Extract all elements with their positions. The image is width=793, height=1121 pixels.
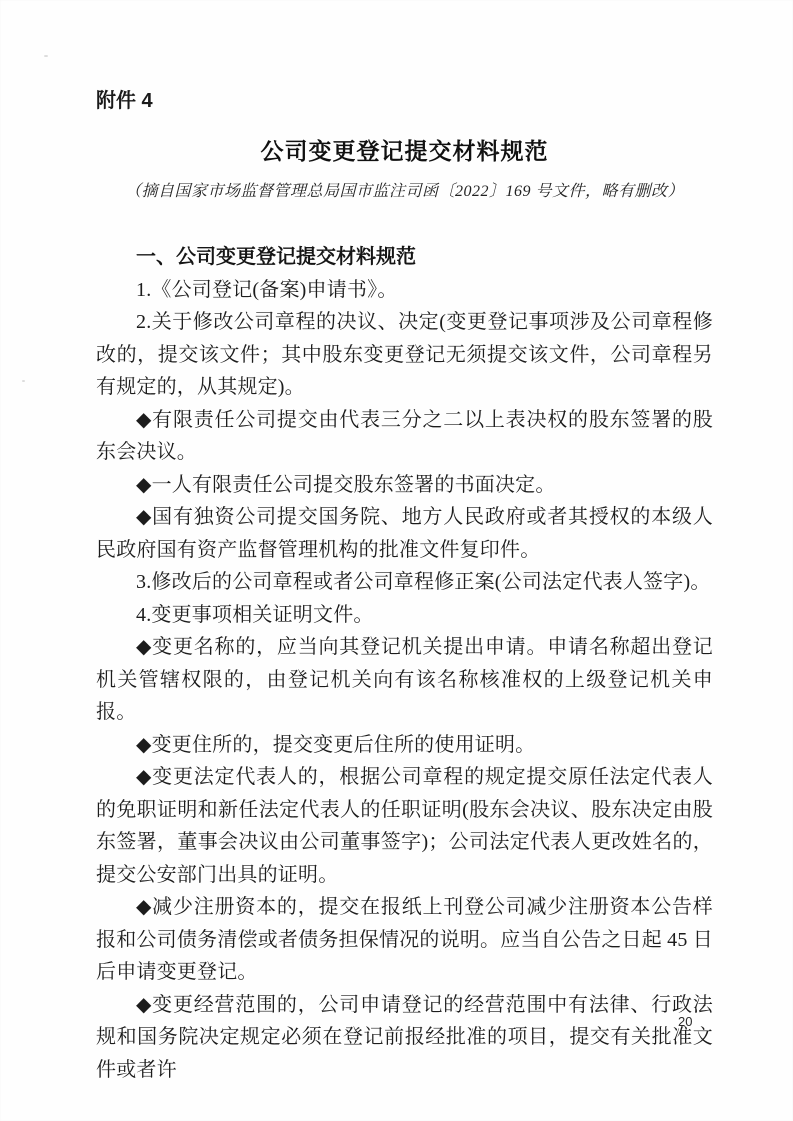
- page-number: 20: [678, 1014, 693, 1029]
- paragraph-item-2: 2.关于修改公司章程的决议、决定(变更登记事项涉及公司章程修改的，提交该文件；其中股东变更登记无须提交该文件，公司章程另有规定的，从其规定)。: [96, 311, 713, 399]
- document-subtitle: （摘自国家市场监督管理总局国市监注司函〔2022〕169 号文件，略有删改）: [124, 183, 684, 201]
- paragraph-bullet-7: ◆减少注册资本的，提交在报纸上刊登公司减少注册资本公告样报和公司债务清偿或者债务担保情况的说明。应当自公告之日起 45 日后申请变更登记。: [96, 896, 713, 984]
- paragraph-bullet-1: ◆有限责任公司提交由代表三分之二以上表决权的股东签署的股东会决议。: [96, 408, 713, 464]
- paragraph-item-4: 4.变更事项相关证明文件。: [136, 603, 374, 626]
- document-content: [96, 88, 713, 1086]
- attachment-label: 附件 4: [96, 90, 153, 112]
- paragraph-bullet-3: ◆国有独资公司提交国务院、地方人民政府或者其授权的本级人民政府国有资产监督管理机构的批准文件复印件。: [96, 506, 713, 561]
- scan-speckle: [22, 380, 25, 382]
- paragraph-item-1: 1.《公司登记(备案)申请书》。: [136, 278, 398, 301]
- paragraph-item-3: 3.修改后的公司章程或者公司章程修正案(公司法定代表人签字)。: [136, 571, 711, 594]
- section-heading: 一、公司变更登记提交材料规范: [136, 246, 416, 269]
- paragraph-bullet-8: ◆变更经营范围的，公司申请登记的经营范围中有法律、行政法规和国务院决定规定必须在登记前报经批准的项目，提交有关批准文件或者许: [96, 993, 713, 1081]
- document-title: 公司变更登记提交材料规范: [260, 138, 549, 164]
- paragraph-bullet-4: ◆变更名称的，应当向其登记机关提出申请。申请名称超出登记机关管辖权限的，由登记机关向有该名称核准权的上级登记机关申报。: [96, 636, 713, 724]
- paragraph-bullet-5: ◆变更住所的，提交变更后住所的使用证明。: [136, 733, 536, 756]
- paragraph-bullet-2: ◆一人有限责任公司提交股东签署的书面决定。: [136, 473, 556, 496]
- document-body: [96, 241, 713, 1086]
- scan-speckle: [44, 55, 48, 57]
- paragraph-bullet-6: ◆变更法定代表人的，根据公司章程的规定提交原任法定代表人的免职证明和新任法定代表人的任职证明(股东会决议、股东决定由股东签署，董事会决议由公司董事签字)；公司法定代表人更改姓名的，提交公安部门出具的证明。: [96, 766, 713, 886]
